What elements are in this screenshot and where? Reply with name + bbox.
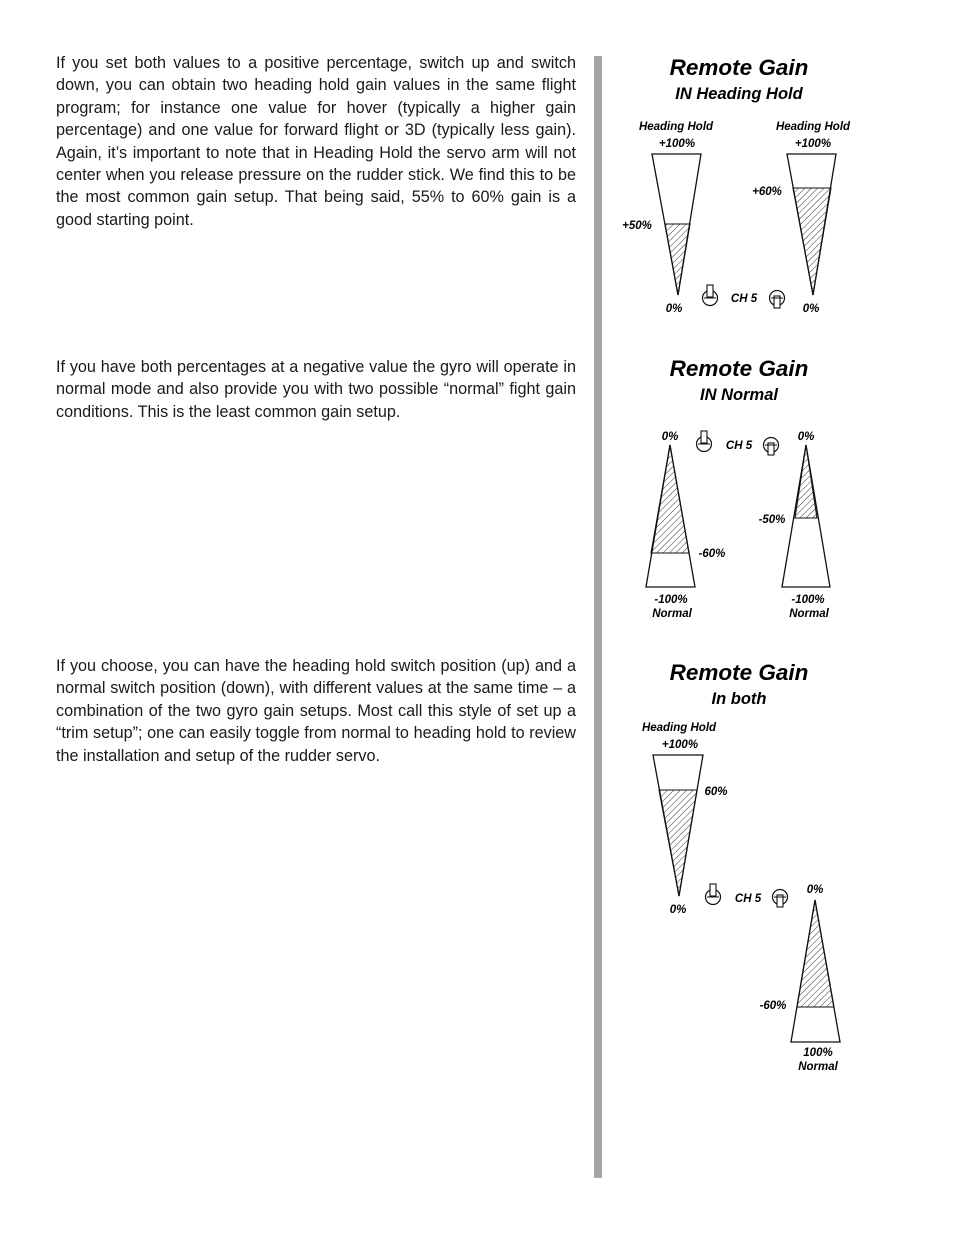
switch-down-icon (764, 438, 779, 456)
diagram-subtitle: IN Normal (700, 386, 778, 404)
right-mode-label: Normal (798, 1061, 838, 1073)
left-top-label: 0% (661, 431, 679, 443)
right-bottom-label: -100% (791, 594, 825, 606)
right-mode-label: Heading Hold (775, 121, 851, 133)
paragraph-combined-gain: If you choose, you can have the heading hold switch position (up) and a normal switch position (down), with different values at the same time – a combination of the two gyro gain setups. Most call this style of set up a “trim setup”; one can easily toggle from normal to heading hold to review the installation and setup of the rudder servo. (56, 657, 576, 765)
left-gain-fill (665, 224, 690, 295)
left-mode-label: Normal (652, 608, 692, 620)
right-gain-fill (793, 188, 831, 295)
switch-up-icon (697, 431, 712, 452)
diagram-title: Remote Gain (669, 660, 809, 685)
right-bottom-label: 100% (803, 1047, 833, 1059)
switch-up-icon (703, 285, 718, 306)
right-gain-fill (797, 900, 834, 1007)
right-level-label: +60% (752, 186, 782, 198)
left-level-label: +50% (622, 220, 652, 232)
diagram-both (642, 660, 840, 1073)
left-mode-label: Heading Hold (641, 722, 717, 734)
left-level-label: 60% (704, 786, 728, 798)
switch-channel-label: CH 5 (725, 440, 753, 452)
left-bottom-label: -100% (654, 594, 688, 606)
left-top-label: +100% (658, 138, 696, 150)
switch-down-icon (770, 291, 785, 309)
diagram-title: Remote Gain (669, 55, 809, 80)
right-level-label: -60% (759, 1000, 787, 1012)
right-top-label: 0% (797, 431, 815, 443)
left-gain-fill (659, 790, 697, 896)
left-mode-label: Heading Hold (638, 121, 714, 133)
left-bottom-label: 0% (665, 303, 683, 315)
right-mode-label: Normal (789, 608, 829, 620)
paragraph-negative-gain: If you have both percentages at a negative value the gyro will operate in normal mode and also provide you with two possible “normal” fight gain conditions. This is the least common gain setup. (56, 358, 576, 421)
right-top-label: +100% (794, 138, 832, 150)
right-level-label: -50% (758, 514, 786, 526)
right-gain-fill (795, 445, 817, 518)
left-gain-fill (651, 445, 689, 553)
right-top-label: 0% (806, 884, 824, 896)
diagram-subtitle: IN Heading Hold (675, 85, 803, 103)
switch-channel-label: CH 5 (734, 893, 762, 905)
left-bottom-label: 0% (669, 904, 687, 916)
paragraph-positive-gain: If you set both values to a positive percentage, switch up and switch down, you can obtain two heading hold gain values in the same flight program; for instance one value for hover (typically a higher gain percentage) and one value for forward flight or 3D (typically less gain). Again, it’s important to note that in Heading Hold the servo arm will not center when you release pressure on the rudder stick. We find this to be the most common gain setup. That being said, 55% to 60% gain is a good starting point. (56, 54, 576, 229)
switch-down-icon (773, 890, 788, 908)
left-top-label: +100% (661, 739, 699, 751)
switch-up-icon (706, 884, 721, 905)
diagram-subtitle: In both (711, 690, 767, 708)
diagram-normal (646, 356, 830, 620)
right-bottom-label: 0% (802, 303, 820, 315)
switch-channel-label: CH 5 (730, 293, 758, 305)
diagram-heading-hold (622, 55, 851, 315)
left-level-label: -60% (698, 548, 726, 560)
diagram-title: Remote Gain (669, 356, 809, 381)
